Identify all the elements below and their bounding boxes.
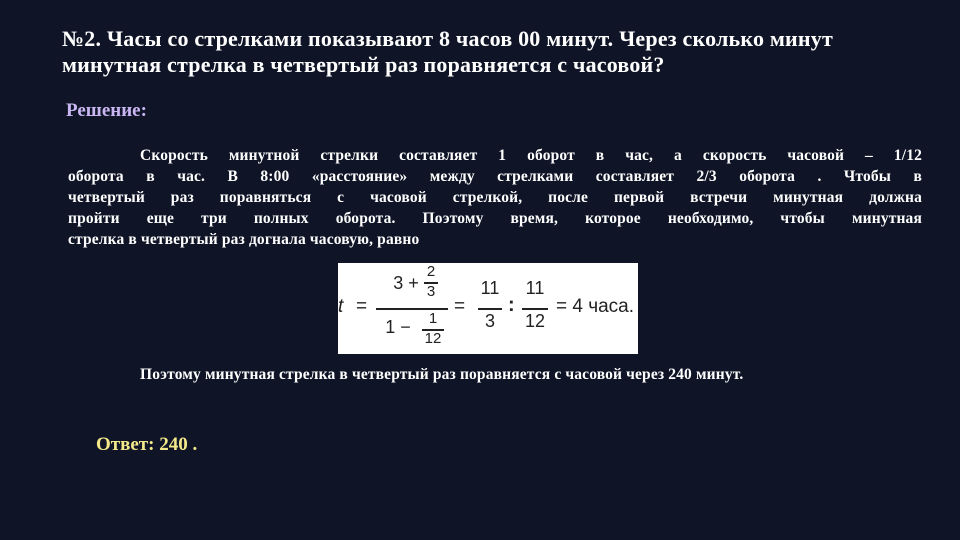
formula-den-frac-bottom: 12	[424, 330, 442, 347]
problem-statement	[62, 26, 932, 78]
answer-text: Ответ: 240 .	[96, 434, 198, 455]
solution-text	[68, 145, 922, 250]
solution-line: стрелка в четвертый раз догнала часовую, равно	[68, 231, 420, 248]
formula-equals-2: =	[454, 296, 466, 317]
solution-line: пройти еще три полных оборота. Поэтому время, которое необходимо, чтобы минутная	[68, 210, 922, 227]
conclusion-text: Поэтому минутная стрелка в четвертый раз поравняется с часовой через 240 минут.	[140, 366, 744, 383]
solution-line: оборота в час. В 8:00 «расстояние» между стрелками составляет 2/3 оборота . Чтобы в	[68, 168, 922, 185]
formula-denominator-whole: 1 −	[385, 317, 411, 337]
formula-image	[338, 263, 638, 354]
solution-line: четвертый раз поравняться с часовой стрелкой, после первой встречи минутная должна	[68, 189, 922, 206]
formula-variable: t	[338, 296, 344, 317]
problem-line-1: №2. Часы со стрелками показывают 8 часов 00 минут. Через сколько минут	[62, 26, 834, 51]
formula-mid-bottom: 3	[484, 311, 495, 331]
formula-mid-top: 11	[480, 278, 500, 298]
formula-num-frac-top: 2	[426, 263, 436, 280]
formula-equals: =	[356, 296, 368, 317]
formula-colon: :	[508, 294, 515, 316]
formula-right-bottom: 12	[524, 311, 546, 331]
formula-num-frac-bottom: 3	[426, 283, 436, 300]
solution-line: Скорость минутной стрелки составляет 1 оборот в час, а скорость часовой – 1/12	[140, 147, 922, 164]
formula-mid-bar	[478, 308, 502, 310]
formula-numerator-whole: 3 +	[393, 273, 419, 293]
formula-right-top: 11	[525, 278, 545, 298]
solution-heading: Решение:	[66, 100, 147, 121]
problem-line-2: минутная стрелка в четвертый раз поравняется с часовой?	[62, 52, 665, 77]
formula-right-bar	[522, 308, 548, 310]
formula-result: = 4 часа.	[556, 296, 635, 317]
formula-den-frac-top: 1	[428, 310, 438, 327]
